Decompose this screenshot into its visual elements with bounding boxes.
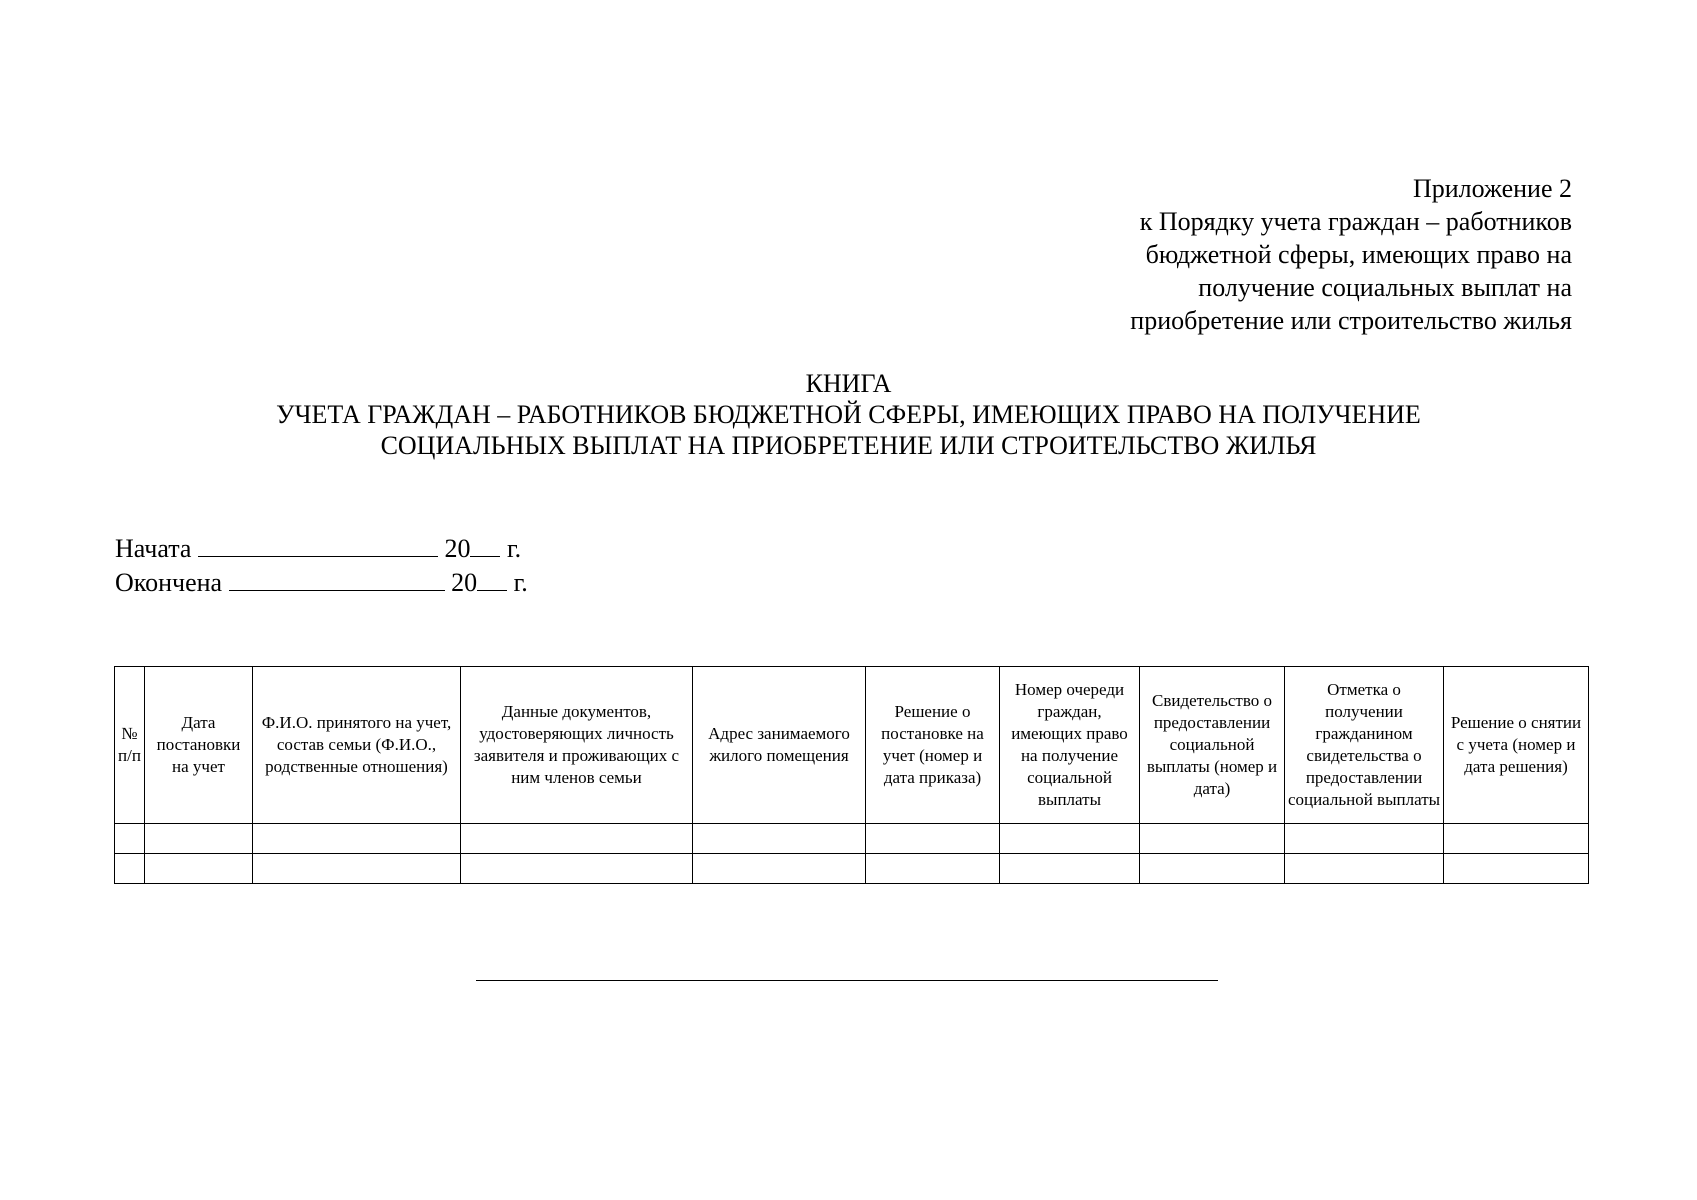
table-row	[115, 854, 1589, 884]
ended-row	[115, 566, 528, 600]
column-header-full-name: Ф.И.О. принятого на учет, состав семьи (Ф.И.О., родственные отношения)	[253, 667, 461, 824]
year-prefix: 20	[444, 534, 471, 563]
column-header-registration-date: Дата постановки на учет	[145, 667, 253, 824]
table-cell[interactable]	[1285, 824, 1444, 854]
appendix-line: Приложение 2	[1412, 174, 1572, 203]
table-cell[interactable]	[461, 824, 693, 854]
table-cell[interactable]	[866, 854, 1000, 884]
table-cell[interactable]	[145, 824, 253, 854]
closing-line-divider	[476, 980, 1218, 981]
table-cell[interactable]	[115, 854, 145, 884]
table-cell[interactable]	[1285, 854, 1444, 884]
ended-year-blank[interactable]	[477, 568, 507, 591]
ended-label: Окончена	[115, 568, 223, 597]
document-title	[0, 368, 1697, 461]
column-header-certificate-receipt: Отметка о получении гражданином свидетельства о предоставлении социальной выплаты	[1285, 667, 1444, 824]
appendix-line: получение социальных выплат на	[1198, 273, 1572, 302]
table-cell[interactable]	[1444, 854, 1589, 884]
title-line: УЧЕТА ГРАЖДАН – РАБОТНИКОВ БЮДЖЕТНОЙ СФЕРЫ, ИМЕЮЩИХ ПРАВО НА ПОЛУЧЕНИЕ	[276, 400, 1421, 429]
table-cell[interactable]	[1140, 854, 1285, 884]
column-header-identity-documents: Данные документов, удостоверяющих личность заявителя и проживающих с ним членов семьи	[461, 667, 693, 824]
table-cell[interactable]	[866, 824, 1000, 854]
table-cell[interactable]	[1140, 824, 1285, 854]
column-header-registration-decision: Решение о постановке на учет (номер и дата приказа)	[866, 667, 1000, 824]
table-row	[115, 824, 1589, 854]
year-suffix: г.	[506, 534, 522, 563]
registration-table	[114, 666, 1589, 884]
table-cell[interactable]	[145, 854, 253, 884]
started-row	[115, 532, 528, 566]
column-header-removal-decision: Решение о снятии с учета (номер и дата решения)	[1444, 667, 1589, 824]
table-cell[interactable]	[1000, 854, 1140, 884]
title-line: КНИГА	[805, 369, 892, 398]
table-cell[interactable]	[693, 854, 866, 884]
started-date-blank[interactable]	[198, 534, 438, 557]
table-cell[interactable]	[115, 824, 145, 854]
started-label: Начата	[115, 534, 192, 563]
table-cell[interactable]	[253, 854, 461, 884]
column-header-certificate: Свидетельство о предоставлении социальной выплаты (номер и дата)	[1140, 667, 1285, 824]
column-header-queue-number: Номер очереди граждан, имеющих право на получение социальной выплаты	[1000, 667, 1140, 824]
table-cell[interactable]	[253, 824, 461, 854]
appendix-line: бюджетной сферы, имеющих право на	[1145, 240, 1572, 269]
started-year-blank[interactable]	[470, 534, 500, 557]
title-line: СОЦИАЛЬНЫХ ВЫПЛАТ НА ПРИОБРЕТЕНИЕ ИЛИ СТРОИТЕЛЬСТВО ЖИЛЬЯ	[380, 431, 1317, 460]
table-header-row	[115, 667, 1589, 824]
appendix-line: к Порядку учета граждан – работников	[1139, 207, 1572, 236]
column-header-address: Адрес занимаемого жилого помещения	[693, 667, 866, 824]
table-cell[interactable]	[1444, 824, 1589, 854]
ended-date-blank[interactable]	[229, 568, 445, 591]
table-cell[interactable]	[693, 824, 866, 854]
year-suffix: г.	[513, 568, 528, 597]
table-cell[interactable]	[1000, 824, 1140, 854]
book-period	[115, 532, 528, 600]
year-prefix: 20	[451, 568, 478, 597]
column-header-number: № п/п	[115, 667, 145, 824]
table-cell[interactable]	[461, 854, 693, 884]
appendix-note	[1130, 172, 1572, 337]
appendix-line: приобретение или строительство жилья	[1130, 306, 1572, 335]
